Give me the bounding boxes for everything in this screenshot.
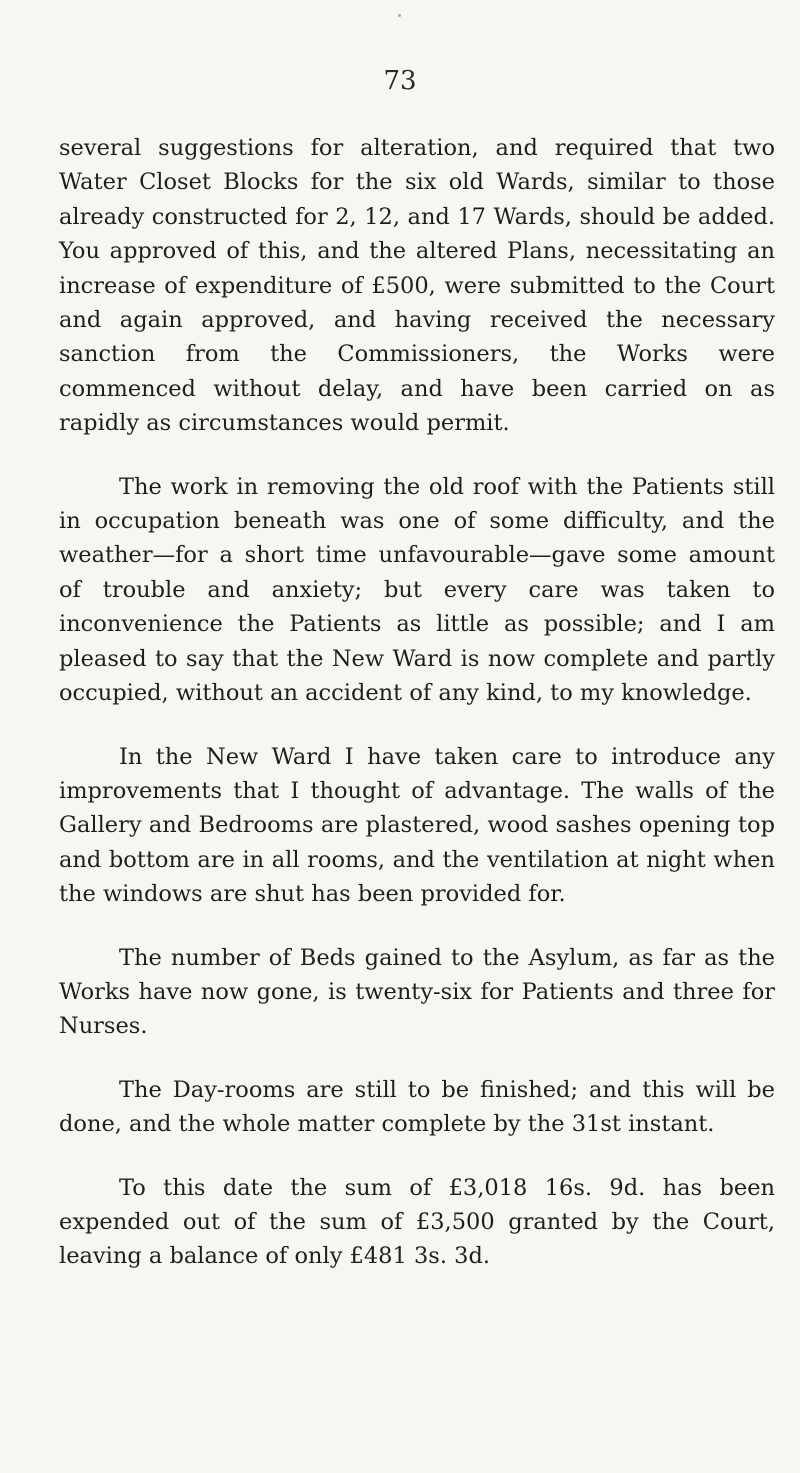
paragraph-day-rooms: The Day-rooms are still to be finished; and this will be done, and the whole matter complete by the 31st instant. xyxy=(59,1076,775,1138)
paper-speck xyxy=(398,14,401,17)
paragraph-expenditure: To this date the sum of £3,018 16s. 9d. has been expended out of the sum of £3,500 granted by the Court, leaving a balance of only £481 3s. 3d. xyxy=(59,1174,775,1270)
page-number: 73 xyxy=(383,66,417,96)
paragraph-improvements: In the New Ward I have taken care to introduce any improvements that I thought of advantage. The walls of the Gallery and Bedrooms are plastered, wood sashes opening top and bottom are in all rooms, and the ventilation at night when the windows are shut has been provided for. xyxy=(59,743,775,908)
paragraph-continuation: several suggestions for alteration, and required that two Water Closet Blocks for the six old Wards, similar to those already constructed for 2, 12, and 17 Wards, should be added. You approved of this, and the altered Plans, necessitating an increase of expenditure of £500, were submitted to the Court and again approved, and having received the necessary sanction from the Commissioners, the Works were commenced without delay, and have been carried on as rapidly as circumstances would permit. xyxy=(59,135,775,437)
body-text xyxy=(59,131,775,1303)
paragraph-roof-work: The work in removing the old roof with the Patients still in occupation beneath was one of some difficulty, and the weather—for a short time unfavourable—gave some amount of trouble and anxiety; but every care was taken to inconvenience the Patients as little as possible; and I am pleased to say that the New Ward is now complete and partly occupied, without an accident of any kind, to my knowledge. xyxy=(59,473,775,707)
paragraph-beds-gained: The number of Beds gained to the Asylum, as far as the Works have now gone, is twenty-six for Patients and three for Nurses. xyxy=(59,944,775,1040)
